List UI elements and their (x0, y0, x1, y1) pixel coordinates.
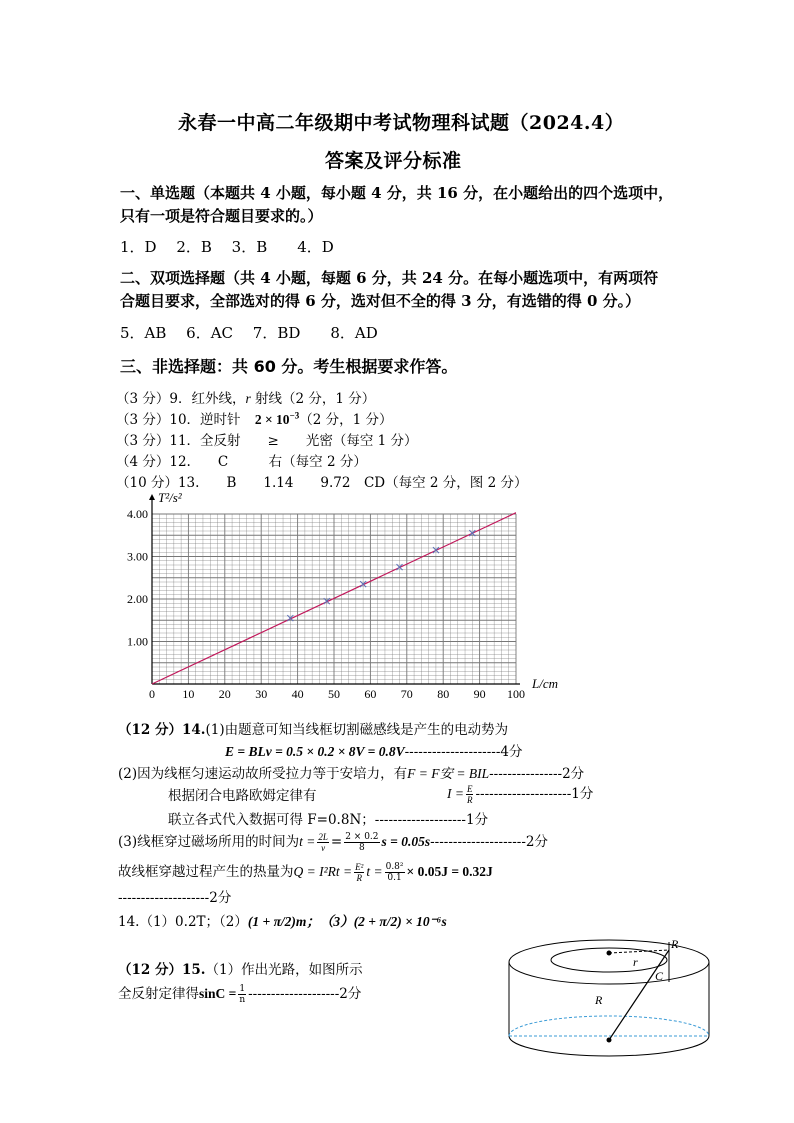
q14-line6-tail: ---------------------2分 (430, 834, 548, 850)
x-tick-label: 60 (364, 687, 377, 700)
q14-frac-2l-over-v: $\frac{2L}{v}$ (318, 832, 328, 853)
answer-q11: （3 分）11．全反射 ≥ 光密（每空 1 分） (116, 433, 418, 449)
answer-q9 (116, 387, 375, 407)
q14-summary-b: (1 + π/2)m；（3） (247, 914, 354, 929)
q14-line2-tail: ---------------------4分 (404, 744, 523, 760)
q14-line3-text: (2)因为线框匀速运动故所受拉力等于安培力，有 (118, 766, 408, 782)
q14-heat-symbol: Q = I²Rt = (293, 864, 353, 879)
section-2-heading-line2: 合题目要求，全部选对的得 6 分，选对但不全的得 3 分，有选错的得 0 分。） (120, 292, 641, 310)
q14-frac-e2-over-r: $\frac{\text{E²}}{R}$ (355, 862, 364, 883)
q15-frac-1-over-n: $\frac{1}{n}$ (239, 984, 246, 1005)
top-center-dot (607, 951, 612, 956)
q10-text: （3 分）10．逆时针 (116, 412, 241, 428)
section-3-heading: 三、非选择题：共 60 分。考生根据要求作答。 (120, 357, 458, 376)
x-tick-label: 20 (218, 687, 231, 700)
q10-exponent: −3 (289, 410, 300, 421)
x-tick-label: 30 (255, 687, 268, 700)
section-1-heading-line2: 只有一项是符合题目要求的。） (120, 207, 323, 225)
q9-tail: 射线（2 分，1 分） (250, 391, 376, 407)
y-tick-label: 1.00 (127, 634, 148, 649)
answer-q10 (116, 408, 392, 428)
cylinder-light-path-figure (505, 936, 715, 1058)
q14-time-result: s = 0.05s (381, 834, 431, 849)
label-r: r (633, 955, 638, 969)
page-subtitle: 答案及评分标准 (325, 150, 462, 172)
period-length-chart (118, 486, 578, 700)
q14-line6 (118, 830, 548, 853)
q14-current-symbol: I = (447, 786, 464, 801)
chart-svg (118, 486, 578, 700)
answer-q12: （4 分）12. C 右（每空 2 分） (116, 454, 367, 470)
x-tick-label: 50 (328, 687, 340, 700)
q15-sin-symbol: sinC = (199, 986, 237, 1001)
q14-line4-text: 根据闭合电路欧姆定律有 (168, 788, 317, 804)
q15-line1-text: （1）作出光路，如图所示 (205, 962, 363, 978)
section-2-answers: 5．AB 6．AC 7．BD 8．AD (120, 324, 378, 342)
outer-top-ellipse (509, 940, 709, 984)
q14-emf-equation: E = BLv = 0.5 × 0.2 × 8V = 0.8V (225, 744, 405, 759)
q14-line2 (225, 740, 523, 760)
x-tick-label: 100 (507, 687, 525, 700)
q14-frac-numeric: $\frac{2 \times 0.2}{8}$ (345, 832, 379, 853)
q9-symbol: r (245, 391, 251, 406)
label-R-left: R (595, 993, 603, 1007)
q14-summary-c: (2 + π/2) × 10⁻⁶s (353, 914, 447, 929)
section-2-heading-line1: 二、双项选择题（共 4 小题，每题 6 分，共 24 分。在每小题选项中，有两项符 (120, 269, 659, 287)
q14-head: （12 分）14. (118, 722, 206, 738)
x-axis-label: L/cm (532, 676, 558, 691)
q14-line4-eq (447, 782, 593, 805)
q15-line1 (118, 958, 363, 978)
q15-line2 (118, 982, 361, 1005)
y-tick-label: 3.00 (127, 549, 148, 564)
q14-line3-tail: ----------------2分 (489, 766, 585, 782)
q14-summary-a: 14.（1）0.2T；（2） (118, 914, 248, 930)
top-radius (609, 950, 669, 953)
q14-line7 (118, 860, 493, 883)
q14-line1-text: (1)由题意可知当线框切割磁感线是产生的电动势为 (205, 722, 509, 738)
x-tick-label: 0 (149, 687, 155, 700)
q10-value: 2 × 10 (254, 412, 290, 427)
q14-line6-text: (3)线框穿过磁场所用的时间为 (118, 834, 300, 850)
q14-frac-numeric-heat: $\frac{\text{0.8²}}{0.1}$ (385, 862, 404, 883)
q9-text: （3 分）9．红外线， (116, 391, 246, 407)
q14-line1 (118, 718, 508, 738)
q14-time-symbol: t = (299, 834, 316, 849)
x-tick-label: 40 (291, 687, 304, 700)
page-title: 永春一中高二年级期中考试物理科试题（2024.4） (178, 112, 625, 134)
q14-line7-text: 故线框穿越过程产生的热量为 (118, 864, 294, 880)
q14-line6-eq: = (330, 834, 343, 850)
y-tick-label: 4.00 (127, 507, 148, 521)
q14-line3 (118, 762, 584, 782)
bottom-center-dot (607, 1038, 612, 1043)
q10-tail: （2 分，1 分） (299, 412, 393, 428)
q14-frac-e-over-r: $\frac{E}{R}$ (466, 784, 473, 805)
bottom-back-arc (509, 1016, 709, 1036)
x-tick-label: 70 (400, 687, 413, 700)
q14-line5-tail: --------------------1分 (374, 812, 489, 828)
q14-heat-result: × 0.05J = 0.32J (406, 864, 493, 879)
q14-line5 (168, 808, 488, 828)
x-tick-label: 80 (437, 687, 450, 700)
q14-line7-t: t = (366, 864, 383, 879)
q14-force-equation: F = F安 = BIL (407, 766, 490, 781)
q15-line2-text: 全反射定律得 (118, 986, 199, 1002)
answer-q13: （10 分）13. B 1.14 9.72 CD（每空 2 分，图 2 分） (116, 475, 528, 491)
x-tick-label: 10 (182, 687, 195, 700)
q14-line8: --------------------2分 (118, 890, 232, 906)
y-axis-arrow (149, 494, 155, 500)
q14-summary (118, 910, 447, 930)
q14-line4-tail: ---------------------1分 (475, 786, 594, 802)
q14-line4 (168, 784, 317, 804)
q15-head: （12 分）15. (118, 962, 206, 978)
x-tick-label: 90 (473, 687, 486, 700)
light-ray (609, 950, 669, 1040)
q15-line2-tail: --------------------2分 (248, 986, 362, 1002)
section-1-answers: 1．D 2．B 3．B 4．D (120, 238, 334, 256)
section-1-heading-line1: 一、单选题（本题共 4 小题，每小题 4 分，共 16 分，在小题给出的四个选项中， (120, 184, 674, 202)
label-C: C (655, 969, 664, 983)
label-R-top: R (671, 937, 679, 951)
q14-line5-text: 联立各式代入数据可得 F=0.8N； (168, 812, 375, 828)
y-axis-label: T²/s² (158, 490, 182, 505)
y-tick-label: 2.00 (127, 592, 148, 606)
